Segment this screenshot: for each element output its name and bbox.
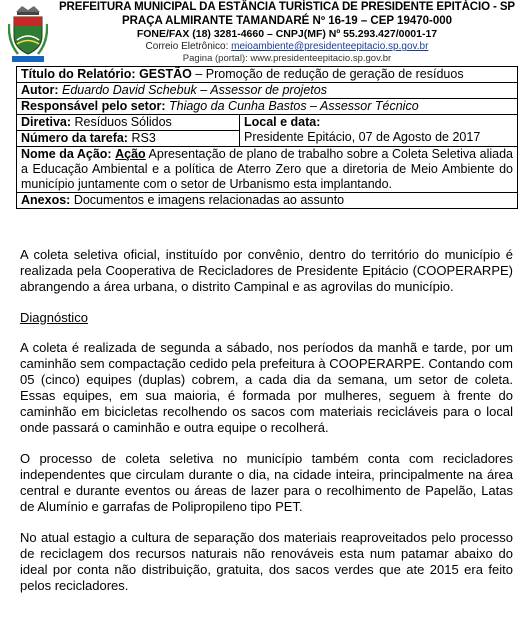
- directive-value: Resíduos Sólidos: [74, 115, 172, 129]
- action-label: Nome da Ação:: [21, 147, 112, 161]
- attachments-cell: [17, 193, 518, 209]
- letterhead: [0, 0, 532, 66]
- responsible-cell: [17, 99, 518, 115]
- heading-text: Diagnóstico: [20, 310, 88, 325]
- title-cell: [17, 67, 518, 83]
- paragraph-independent-recyclers: O processo de coleta seletiva no município também conta com recicladores independentes que circulam durante o dia, na cidade inteira, principalmente na área central e durante eventos ou áreas de lazer para o recolhimento de Papelão, Latas de Alumínio e garrafas de Polipropileno tipo PET.: [20, 451, 513, 514]
- author-cell: [17, 83, 518, 99]
- letterhead-phone: FONE/FAX (18) 3281-4660 – CNPJ(MF) Nº 55.293.427/0001-17: [136, 28, 438, 40]
- municipal-crest-icon: [8, 2, 48, 64]
- responsible-label: Responsável pelo setor:: [21, 99, 166, 113]
- letterhead-portal: Pagina (portal): www.presidenteepitacio.sp.gov.br: [182, 53, 392, 64]
- paragraph-current-stage: No atual estagio a cultura de separação dos materiais reaproveitados pelo processo de reciclagem dos recursos naturais não renováveis esta num patamar abaixo do ideal por conta não distribuição, gratuita, dos sacos verdes que ate 2015 era feito pelos recicladores.: [20, 530, 513, 593]
- title-strong: GESTÃO: [139, 67, 192, 81]
- paragraph-collection: A coleta é realizada de segunda a sábado, nos períodos da manhã e tarde, por um caminhão sem compactação cedido pela prefeitura à COOPERARPE. Contando com 05 (cinco) equipes (duplas) cobrem, a cada dia da semana, um setor de coleta. Essas equipes, em sua maioria, é formada por mulheres, seguem à frente do caminhão em bicicletas recolhendo os sacos com materiais recicláveis para o local onde passará o caminhão e outra equipe o recolherá.: [20, 340, 513, 435]
- task-number-cell: [17, 131, 240, 147]
- task-number-value: RS3: [131, 131, 156, 145]
- title-rest: – Promoção de redução de geração de resíduos: [195, 67, 464, 81]
- attachments-label: Anexos:: [21, 193, 71, 207]
- action-strong: Ação: [115, 147, 146, 161]
- location-label: Local e data:: [244, 115, 321, 129]
- directive-cell: [17, 115, 240, 131]
- letterhead-email-row: [52, 41, 522, 53]
- responsible-value: Thiago da Cunha Bastos – Assessor Técnico: [168, 99, 419, 113]
- paragraph-intro: A coleta seletiva oficial, instituído por convênio, dentro do território do município é realizada pela Cooperativa de Recicladores de Presidente Epitácio (COOPERARPE) abrangendo a área urbana, o distrito Campinal e as agrovilas do município.: [20, 247, 513, 294]
- attachments-value: Documentos e imagens relacionadas ao assunto: [73, 193, 345, 207]
- email-label: Correio Eletrônico:: [145, 41, 232, 52]
- report-metadata-table: [16, 66, 518, 209]
- action-cell: [17, 147, 518, 193]
- letterhead-title: PREFEITURA MUNICIPAL DA ESTÂNCIA TURÍSTICA DE PRESIDENTE EPITÁCIO - SP: [58, 1, 515, 13]
- email-link[interactable]: meioambiente@presidenteepitacio.sp.gov.br: [231, 41, 429, 52]
- task-number-label: Número da tarefa:: [21, 131, 128, 145]
- report-body: [20, 247, 513, 609]
- location-value: Presidente Epitácio, 07 de Agosto de 2017: [244, 130, 481, 144]
- letterhead-address: PRAÇA ALMIRANTE TAMANDARÉ Nº 16-19 – CEP 19470-000: [121, 15, 453, 27]
- title-label: Título do Relatório:: [21, 67, 136, 81]
- section-heading-diagnostico: [20, 310, 513, 326]
- author-label: Autor:: [21, 83, 59, 97]
- location-date-cell: [240, 115, 518, 147]
- author-value: Eduardo David Schebuk – Assessor de projetos: [61, 83, 327, 97]
- action-text: Apresentação de plano de trabalho sobre a Coleta Seletiva aliada a Educação Ambiental e a política de Aterro Zero que a diretoria de Meio Ambiente do município juntamente com o setor de Urbanismo esta implantando.: [21, 147, 513, 191]
- directive-label: Diretiva:: [21, 115, 72, 129]
